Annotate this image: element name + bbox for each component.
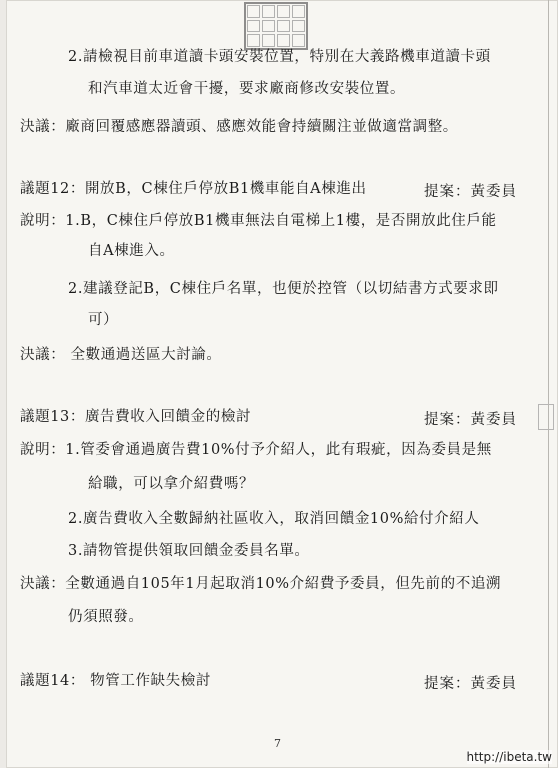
- agenda-14-title: 議題14： 物管工作缺失檢討: [20, 673, 211, 689]
- agenda-11-resolution: 決議：廠商回覆感應器讀頭、感應效能會持續關注並做適當調整。: [20, 119, 458, 135]
- agenda-11-note-2-line-1: 2.請檢視目前車道讀卡頭安裝位置，特別在大義路機車道讀卡頭: [68, 49, 491, 65]
- agenda-11-note-2-line-2: 和汽車道太近會干擾，要求廠商修改安裝位置。: [88, 81, 406, 97]
- agenda-12-note-2-line-2: 可）: [88, 312, 119, 328]
- agenda-12-note-1-line-1: 說明：1.B，C棟住戶停放B1機車無法自電梯上1樓，是否開放此住戶能: [20, 213, 497, 229]
- agenda-13-resolution-line-1: 決議：全數通過自105年1月起取消10%介紹費予委員，但先前的不追溯: [20, 576, 502, 592]
- agenda-13-note-1-line-1: 說明：1.管委會通過廣告費10%付予介紹人，此有瑕疵，因為委員是無: [20, 442, 492, 458]
- agenda-12-note-1-line-2: 自A棟進入。: [88, 243, 175, 259]
- agenda-12-title: 議題12：開放B，C棟住戶停放B1機車能自A棟進出: [20, 181, 367, 197]
- agenda-12-resolution: 決議： 全數通過送區大討論。: [20, 347, 222, 363]
- page-edge-line: [548, 0, 549, 768]
- page-number: 7: [274, 737, 281, 750]
- official-seal-stamp: [244, 2, 308, 50]
- agenda-13-note-2: 2.廣告費收入全數歸納社區收入，取消回饋金10%給付介紹人: [68, 511, 480, 527]
- side-stamp-mark: [538, 404, 554, 430]
- agenda-13-note-1-line-2: 給職，可以拿介紹費嗎？: [88, 476, 255, 492]
- site-watermark: http://ibeta.tw: [466, 750, 552, 764]
- agenda-12-note-2-line-1: 2.建議登記B，C棟住戶名單，也便於控管（以切結書方式要求即: [68, 281, 499, 297]
- agenda-14-proposer: 提案：黃委員: [424, 676, 517, 692]
- document-page: [6, 0, 558, 768]
- agenda-13-proposer: 提案：黃委員: [424, 412, 517, 428]
- agenda-12-proposer: 提案：黃委員: [424, 184, 517, 200]
- agenda-13-note-3: 3.請物管提供領取回饋金委員名單。: [68, 543, 310, 559]
- agenda-13-title: 議題13：廣告費收入回饋金的檢討: [20, 409, 252, 425]
- agenda-13-resolution-line-2: 仍須照發。: [68, 609, 144, 625]
